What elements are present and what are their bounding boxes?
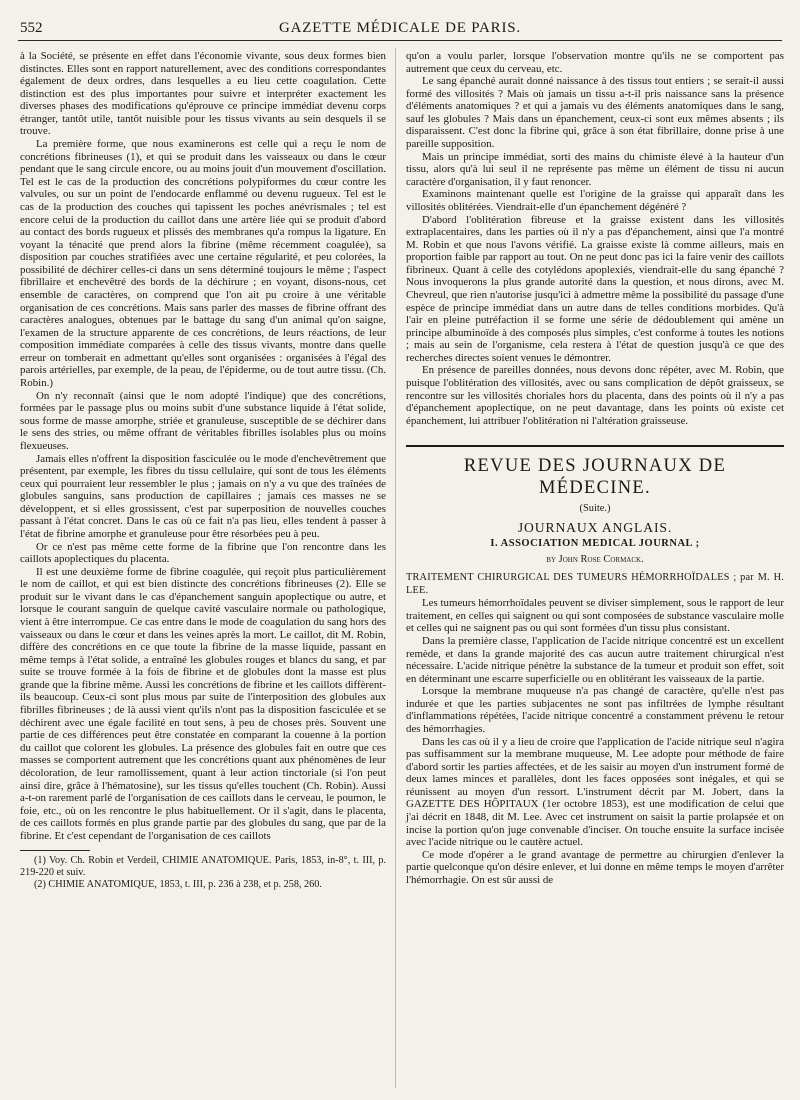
paragraph: Ce mode d'opérer a le grand avantage de permettre au chirurgien d'enlever la partie quelconque qu'on désire enlever, et lui donne en même temps le moyen d'arrêter l'hémorrhagie. On est sûr aussi de (406, 848, 784, 886)
journals-heading: JOURNAUX ANGLAIS. (517, 520, 673, 536)
paragraph: Examinons maintenant quelle est l'origine de la graisse qui apparaît dans les villosités oblitérées. Viendrait-elle d'un épanchement dégénéré ? (406, 188, 784, 213)
journal-name-heading: I. ASSOCIATION MEDICAL JOURNAL ; (490, 537, 700, 549)
footnotes (20, 855, 386, 891)
page-header (18, 14, 782, 41)
left-column (20, 50, 386, 891)
paragraph: Les tumeurs hémorrhoïdales peuvent se diviser simplement, sous le rapport de leur traitement, en celles qui saignent ou qui sont composées de substance vasculaire molle et celles qui ne saignent pas ou qui sont formées d'un tissu plus consistant. (406, 597, 784, 635)
article-title: TRAITEMENT CHIRURGICAL DES TUMEURS HÉMORRHOÏDALES ; par M. H. LEE. (406, 572, 784, 596)
paragraph: On n'y reconnaît (ainsi que le nom adopté l'indique) que des concrétions, formées par le passage plus ou moins subit d'une substance liquide à l'état solide, sous forme de masse amorphe, striée et granuleuse, susceptible de se déchirer dans le sens des stries, ou même offrant de véritables fibrilles isolables plus ou moins flexueuses. (20, 389, 386, 452)
section-title: REVUE DES JOURNAUX DE MÉDECINE. (463, 456, 727, 499)
paragraph: à la Société, se présente en effet dans l'économie vivante, sous deux formes bien distinctes. Elles sont en rapport naturellement, avec des conditions correspondantes également de deux ordres, dans lesquelles a eu lieu cette coagulation. Cette distinction est des plus importantes pour suivre et interpréter exactement les diverses phases des modifications qu'éprouve ce principe immédiat devenu corps étranger, tantôt utile, tantôt nuisible pour les tissus vivants au sein desquels il se trouve. (20, 50, 386, 138)
column-divider (395, 48, 396, 1088)
paragraph: Il est une deuxième forme de fibrine coagulée, qui reçoit plus particulièrement le nom de caillot, et qui est bien distincte des concrétions fibrineuses (2). Elle se produit sur le vivant dans le cas d'épanchement sanguin apoplectique ou autre, et lorsque le courant sanguin de quelque cavité vasculaire normale ou pathologique, vient à être interrompue. Ce cas entre dans le mode de coagulation du sang hors des vaisseaux ou dans le cœur et dans les veines après la mort. Le caillot, dit M. Robin, diffère des concrétions en ce que toute la fibrine de la masse liquide, passant en même temps à l'état solide, a entraîné les globules rouges et blancs du sang, et par suite se trouve formée à la fois de fibrine et de globules dont la masse est plus grande que la fibrine même. Aussi les concrétions de fibrine et les caillots diffèrent-ils beaucoup. Ceux-ci sont plus mous par suite de l'interposition des globules aux fibrilles fibrineuses ; de là aussi vient qu'ils n'ont pas la disposition fasciculée et se déchirent avec une égale facilité en tout sens, à peu de choses près. Souvent une partie de ces différences peut être constatée en comparant la couenne à la portion du caillot que colorent les globules. La présence des globules fait en outre que ces masses se comportent autrement que les concrétions quant aux phénomènes de leur décoloration, de leur ramollissement, quant à leur action tinctoriale (si l'on peut ainsi dire, grâce à l'hématosine), sur les tissus qu'elles touchent (Ch. Robin). Aussi a-t-on rarement parlé de l'organisation de ces caillots dans le cerveau, le poumon, le foie, etc., où on les rencontre le plus habituellement. Or il s'agit, dans le placenta, de ces caillots formés en plus grande partie par des globules du sang, que par de la fibrine. Et c'est cependant de l'organisation de ces caillots (20, 565, 386, 842)
right-column (406, 50, 784, 887)
paragraph: Dans la première classe, l'application de l'acide nitrique concentré est un excellent remède, et dans la grande majorité des cas aucun autre traitement chirurgical n'est nécessaire. L'acide nitrique pénètre la substance de la tumeur et produit son effet, soit en déterminant une escarre superficielle ou en oblitérant les vaisseaux de la partie. (406, 634, 784, 685)
paragraph: En présence de pareilles données, nous devons donc répéter, avec M. Robin, que puisque l'oblitération des villosités, avec ou sans complication de dépôt graisseux, se rencontre sur les villosités choriales hors du placenta, dans des points où il n'y a pas d'épanchement apoplectique, on ne peut davantage, dans les points où existe cet épanchement, lui attribuer l'oblitération ni l'altération graisseuse. (406, 364, 784, 427)
section-rule (406, 445, 784, 447)
running-title: GAZETTE MÉDICALE DE PARIS. (279, 20, 521, 36)
paragraph: Dans les cas où il y a lieu de croire que l'application de l'acide nitrique seul n'agira pas suffisamment sur la membrane muqueuse, M. Lee adopte pour méthode de faire d'abord sortir les parties affectées, et de les saisir au moyen d'un instrument formé de deux lames minces et parallèles, dont les faces opposées sont inégales, et qui se réunissent au moyen d'un ressort. L'instrument décrit par M. Jobert, dans la GAZETTE DES HÔPITAUX (1er octobre 1853), est une modification de celui que j'ai décrit en 1848, dit M. Lee. Avec cet instrument on saisit la partie prolapsée et on incise la portion qu'on juge convenable d'inciser. On touche ensuite la surface incisée avec l'acide nitrique ou le cautère actuel. (406, 735, 784, 849)
paragraph: Jamais elles n'offrent la disposition fasciculée ou le mode d'enchevêtrement que présentent, par exemple, les fibres du tissu cellulaire, qui sont de tous les éléments ceux qui pourraient leur ressembler le plus ; jamais on n'y a vu que des traînées de globules sanguins, sans production de capillaires ; jamais ces masses ne se développent, et si elles grossissent, c'est par superposition de nouvelles couches passant à l'état concret. Dans le cas où ce fait n'a pas lieu, elles tendent à passer à l'état de fibrine amorphe et granuleuse pour être résorbées peu à peu. (20, 452, 386, 540)
paragraph: qu'on a voulu parler, lorsque l'observation montre qu'ils ne se comportent pas autrement que ceux du cerveau, etc. (406, 50, 784, 75)
paragraph: Le sang épanché aurait donné naissance à des tissus tout entiers ; se serait-il aussi formé des villosités ? Mais où jamais un tissu a-t-il pris naissance sans la présence d'éléments anatomiques ? et qui a jamais vu des éléments anatomiques dans le sang, sauf les globules ? Mais dans un épanchement, ceux-ci sont eux mêmes absents ; ils disparaissent. C'est donc la fibrine qui, grâce à son état fibrillaire, donne prise à une pareille supposition. (406, 75, 784, 151)
footnote: (2) CHIMIE ANATOMIQUE, 1853, t. III, p. 236 à 238, et p. 258, 260. (34, 879, 322, 891)
paragraph: Or ce n'est pas même cette forme de la fibrine que l'on rencontre dans les caillots apoplectiques du placenta. (20, 540, 386, 566)
paragraph: La première forme, que nous examinerons est celle qui a reçu le nom de concrétions fibrineuses (1), et qui se produit dans les vaisseaux ou dans le cœur pendant que le sang circule encore, ou au moins jouit d'un mouvement d'oscillation. Tel est le cas de la production des concrétions polypiformes du cœur contre les valvules, ou sur un point de l'endocarde enflammé ou devenu rugueux. Tel est le cas de la production des couches qui tapissent les poches anévrismales ; tel est encore celui de la production du caillot dans une artère liée qui se produit d'abord au contact des bords rugueux et plissés des membranes qu'a rompus la ligature. En voyant la ténacité que prend alors la fibrine (même récemment coagulée), sa disposition par couches stratifiées avec une certaine régularité, et peu colorées, la possibilité de déchirer celles-ci dans un sens déterminé toujours le même ; l'aspect fibrillaire et enchevêtré des bords de la déchirure ; en voyant, disons-nous, cet ensemble de caractères, on comprend que l'on ait pu croire à une véritable organisation de ces concrétions. Mais sans parler des masses de fibrine offrant des caractères analogues, obtenues par le battage du sang d'un animal qu'on saigne, l'examen de la structure apparente de ces concrétions, de leurs réactions, de leur composition immédiate comparées à celle des tissus vivants, montre dans quelle erreur on tomberait en admettant qu'elles sont organisées : organisées à l'égal des parois artérielles, par exemple, de la peau, de l'épiderme, ou de tout autre tissu. (Ch. Robin.) (20, 138, 386, 390)
paragraph: Mais un principe immédiat, sorti des mains du chimiste élevé à la hauteur d'un tissu, alors qu'à lui seul il ne représente pas même un élément de tissu ni aucun caractère d'organisation, il y faut renoncer. (406, 150, 784, 188)
section-suite: (Suite.) (579, 503, 611, 515)
paragraph: Lorsque la membrane muqueuse n'a pas changé de caractère, qu'elle n'est pas indurée et que les parties subjacentes ne sont pas infiltrées de lymphe résultant d'inflammations répétées, l'acide nitrique concentré a constamment prévenu le retour des hémorrhagies. (406, 685, 784, 736)
footnote: (1) Voy. Ch. Robin et Verdeil, CHIMIE ANATOMIQUE. Paris, 1853, in-8°, t. III, p. 219-220 et suiv. (20, 855, 386, 879)
byline: by John Rose Cormack. (546, 553, 644, 565)
page-number: 552 (20, 20, 43, 36)
paragraph: D'abord l'oblitération fibreuse et la graisse existent dans les villosités extraplacentaires, dans les parties où il n'y a pas d'épanchement, ainsi que l'a montré M. Robin et que nous l'avons vérifié. La graisse existe là comme ailleurs, mais en proportion faible par rapport au tout. On ne peut donc pas ici la faire venir des caillots fibrineux. Quant à celle des cotylédons apoplexiés, viendrait-elle du sang épanché ? Nous invoquerons la plus grande autorité dans la question, et nous dirons, avec M. Chevreul, que rien n'autorise jusqu'ici à admettre même la possibilité du passage d'une espèce de principe immédiat dans un autre dans de telles conditions morbides. Qu'à l'air en pleine putréfaction il se forme une série de dédoublement qui amène un principe albuminoïde à des composés plus simples, c'est conforme à toutes les notions ; mais au sein de l'organisme, cela restera à l'état de question jusqu'à ce que des recherches directes soient venues le démontrer. (406, 213, 784, 364)
footnote-rule (20, 850, 90, 851)
